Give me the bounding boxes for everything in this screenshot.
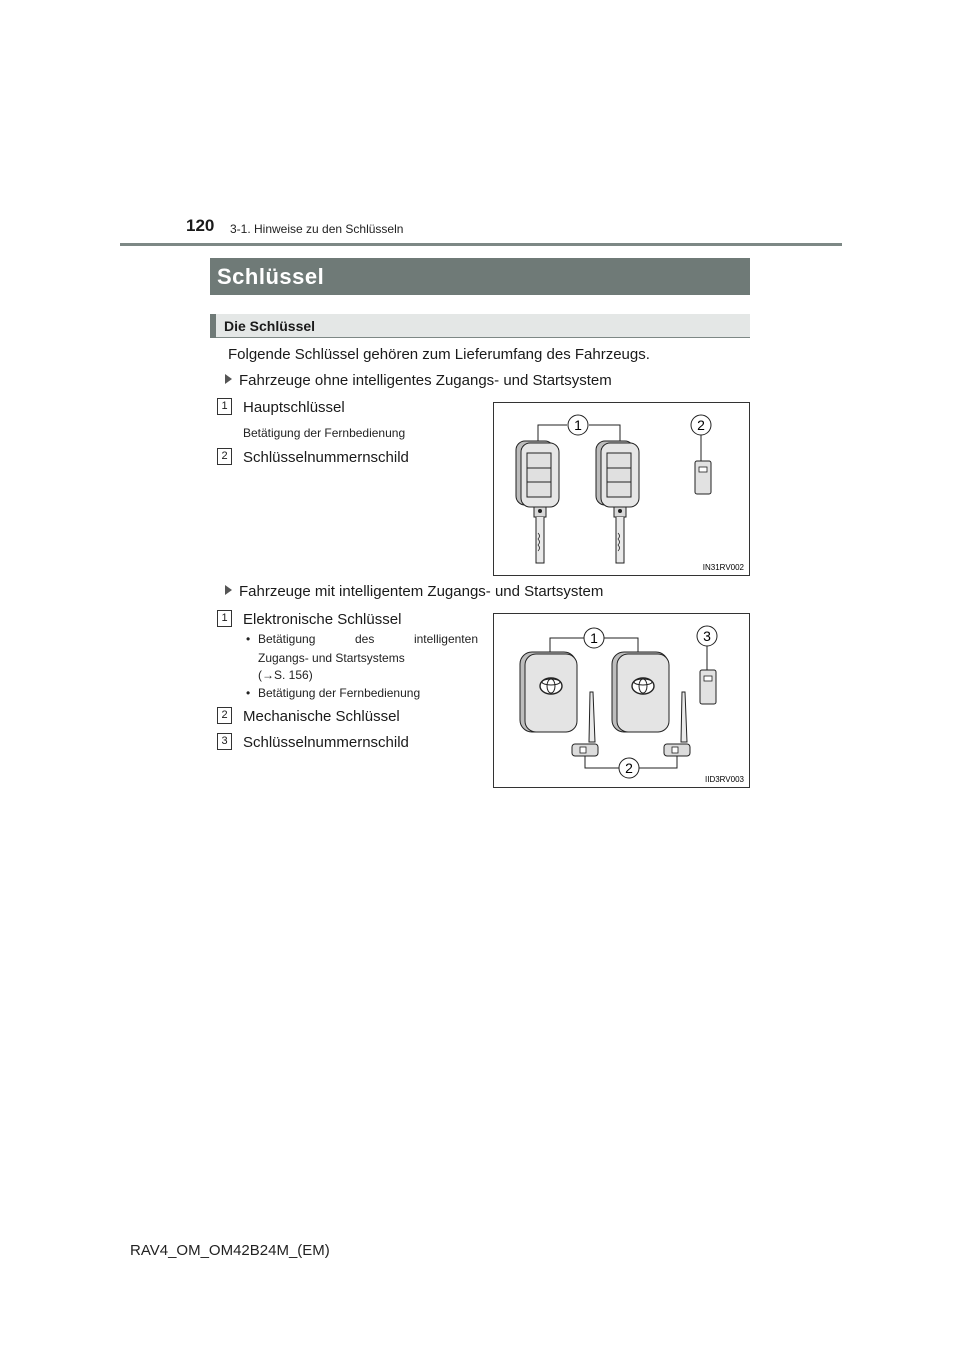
figure-code: IN31RV002 (702, 563, 744, 572)
page-number: 120 (186, 216, 215, 235)
subsection-heading (210, 314, 750, 338)
figure-callout: 1 (574, 417, 582, 433)
item-number-badge: 3 (217, 733, 232, 750)
triangle-bullet-icon (225, 374, 232, 384)
intro-text: Folgende Schlüssel gehören zum Lieferumfang des Fahrzeugs. (228, 346, 650, 363)
group2-heading-text: Fahrzeuge mit intelligentem Zugangs- und Startsystem (239, 583, 604, 600)
figure-callout: 2 (697, 417, 705, 433)
figure-smart-key (493, 613, 750, 788)
header-rule (120, 243, 842, 246)
item-number-badge: 1 (217, 398, 232, 415)
bullet-text-line1: Betätigung des intelligenten (258, 632, 478, 646)
key-remote-left (516, 441, 559, 563)
item-number-badge: 1 (217, 610, 232, 627)
item-label: Hauptschlüssel (243, 399, 345, 416)
group2-heading (225, 583, 603, 600)
item-number-badge: 2 (217, 707, 232, 724)
item-description: Betätigung der Fernbedienung (243, 426, 406, 440)
key-number-plate (695, 461, 711, 494)
item-label: Schlüsselnummernschild (243, 449, 409, 466)
item-label: Schlüsselnummernschild (243, 734, 409, 751)
bullet-item: • Betätigung der Fernbedienung (246, 686, 421, 700)
triangle-bullet-icon (225, 585, 232, 595)
smart-key-left (520, 652, 577, 732)
bullet-reference: (→S. 156) (258, 668, 313, 682)
item-label: Elektronische Schlüssel (243, 611, 402, 628)
bullet-item: • Betätigung des intelligenten (246, 632, 478, 646)
section-breadcrumb: 3-1. Hinweise zu den Schlüsseln (230, 222, 404, 236)
document-code: RAV4_OM_OM42B24M_(EM) (130, 1242, 330, 1259)
smart-key-illustration (494, 614, 749, 787)
group1-heading-text: Fahrzeuge ohne intelligentes Zugangs- und Startsystem (239, 372, 612, 389)
bullet-continuation: Zugangs- und Startsystems (258, 651, 405, 665)
key-number-plate (700, 670, 716, 704)
bullet-text: Betätigung der Fernbedienung (258, 686, 421, 700)
figure-code: IID3RV003 (705, 775, 744, 784)
subsection-heading-text: Die Schlüssel (224, 318, 316, 334)
figure-key-remote (493, 402, 750, 576)
key-illustration (494, 403, 749, 575)
figure-callout: 1 (590, 630, 598, 646)
key-remote-right (596, 441, 639, 563)
smart-key-right (612, 652, 669, 732)
figure-callout: 3 (703, 628, 711, 644)
figure-callout: 2 (625, 760, 633, 776)
item-label: Mechanische Schlüssel (243, 708, 400, 725)
item-number-badge: 2 (217, 448, 232, 465)
page-title: Schlüssel (210, 258, 750, 295)
group1-heading (225, 372, 612, 389)
